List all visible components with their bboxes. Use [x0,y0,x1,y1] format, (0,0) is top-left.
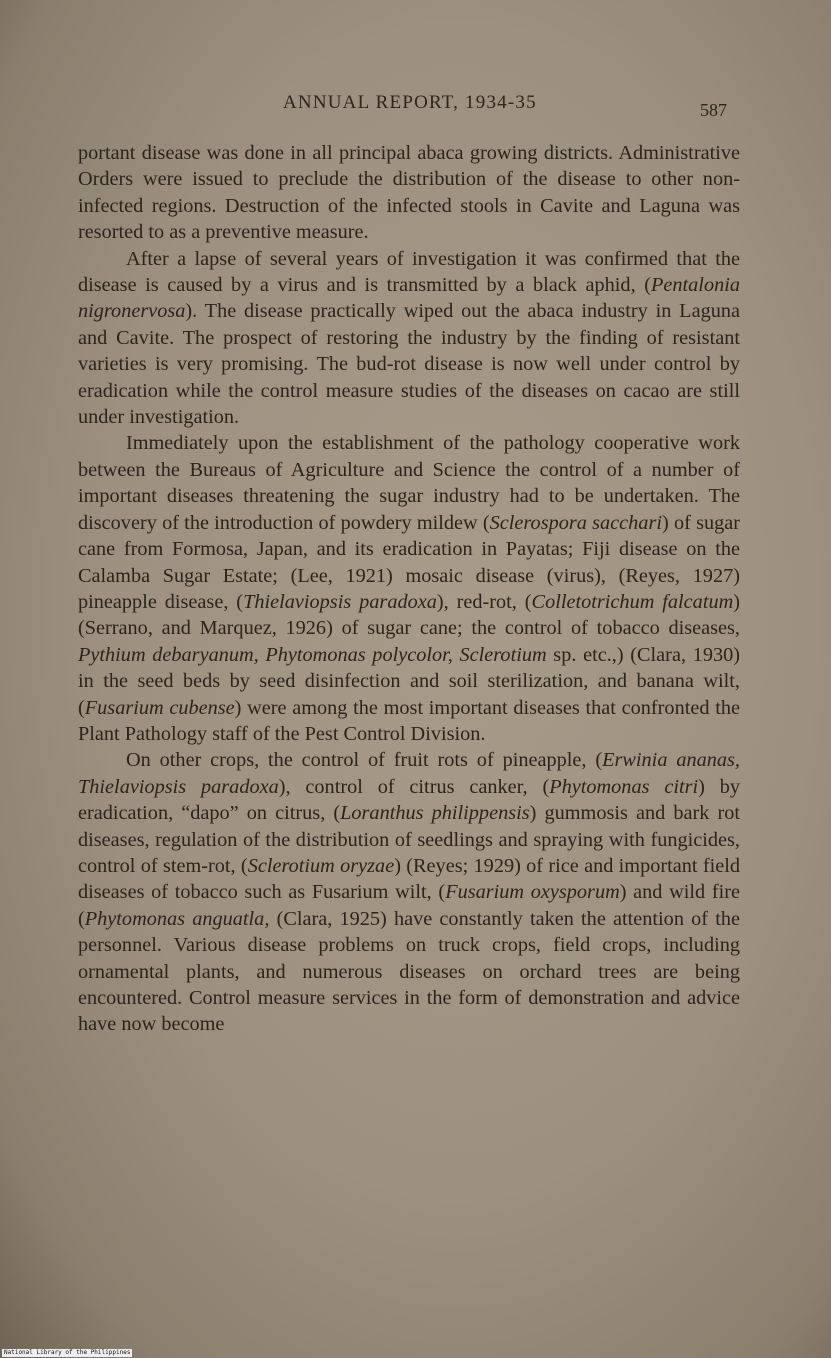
text-run: ) (Serrano, and Marquez, 1926) of sugar cane; the control of tobacco diseases, [78,590,741,640]
species-name: Phytomonas citri [549,775,699,798]
paragraph-4 [78,747,740,1037]
species-name: Thielaviopsis paradoxa [243,590,437,613]
running-head: ANNUAL REPORT, 1934-35 [283,92,537,113]
text-run: portant disease was done in all principal abaca growing districts. Administrative Orders were issued to preclude the distribution of the disease to other non-infected regions. Destruction of the infected stools in Cavite and Laguna was resorted to as a preventive measure. [78,142,740,244]
text-run: ) of sugar cane from Formosa, Japan, and its eradication in Payatas; Fiji disease on the Calamba Sugar Estate; (Lee, 1921) mosaic disease (virus), (Reyes, 1927) pineapple disease, ( [78,511,740,613]
page-header [0,92,831,122]
species-name: Phytomonas anguatla, [84,907,270,930]
text-run: ) were among the most important diseases that confronted the Plant Pathology staff of the Pest Control Division. [78,696,740,745]
species-name: Sclerotium oryzae [247,854,395,877]
text-run: sp. etc.,) (Clara, 1930) in the seed beds by seed disinfection and soil sterilization, and banana wilt, ( [78,643,740,719]
text-run: ), red-rot, ( [436,590,532,613]
text-run: (Clara, 1925) have constantly taken the attention of the personnel. Various disease problems on truck crops, field crops, including ornamental plants, and numerous diseases on orchard trees are being encountered. Control measure services in the form of demonstration and advice have now become [78,907,740,1036]
species-name: Erwinia ananas, Thielaviopsis paradoxa [78,749,740,798]
paragraph-2 [78,246,740,431]
body-text [78,140,740,1038]
species-name: Fusarium cubense [84,696,235,719]
text-run: ) and wild fire ( [78,881,740,930]
text-run: ). The disease practically wiped out the abaca industry in Laguna and Cavite. The prospect of restoring the industry by the finding of resistant varieties is very promising. The bud-rot disease is now well under control by eradication while the control measure studies of the diseases on cacao are still under investigation. [78,300,740,429]
text-run: ) gummosis and bark rot diseases, regulation of the distribution of seedlings and spraying with fungicides, control of stem-rot, ( [78,802,740,877]
text-run: ) (Reyes; 1929) of rice and important field diseases of tobacco such as Fusarium wilt, ( [78,854,741,904]
species-name: Pentalonia nigronervosa [78,274,740,323]
species-name: Colletotrichum falcatum [531,590,734,613]
paragraph-3 [78,430,740,747]
text-run: ), control of citrus canker, ( [278,775,550,798]
text-run: Immediately upon the establishment of the pathology cooperative work between the Bureaus of Agriculture and Science the control of a number of important diseases threatening the sugar industry had to be undertaken. The discovery of the introduction of powdery mildew ( [78,432,740,534]
text-run: ) by eradication, “dapo” on citrus, ( [78,775,740,825]
paragraph-1 [78,140,740,246]
species-name: Sclerospora sacchari [489,511,662,534]
library-credit: National Library of the Philippines [4,1349,131,1356]
species-name: Fusarium oxysporum [445,881,620,904]
species-name: Loranthus philippensis [340,802,530,825]
species-name: Pythium debaryanum, Phytomonas polycolor, Sclerotium [78,643,547,666]
text-run: After a lapse of several years of investigation it was confirmed that the disease is caused by a virus and is transmitted by a black aphid, ( [78,247,740,297]
page-number: 587 [700,100,727,120]
text-run: On other crops, the control of fruit rots of pineapple, ( [126,749,603,772]
